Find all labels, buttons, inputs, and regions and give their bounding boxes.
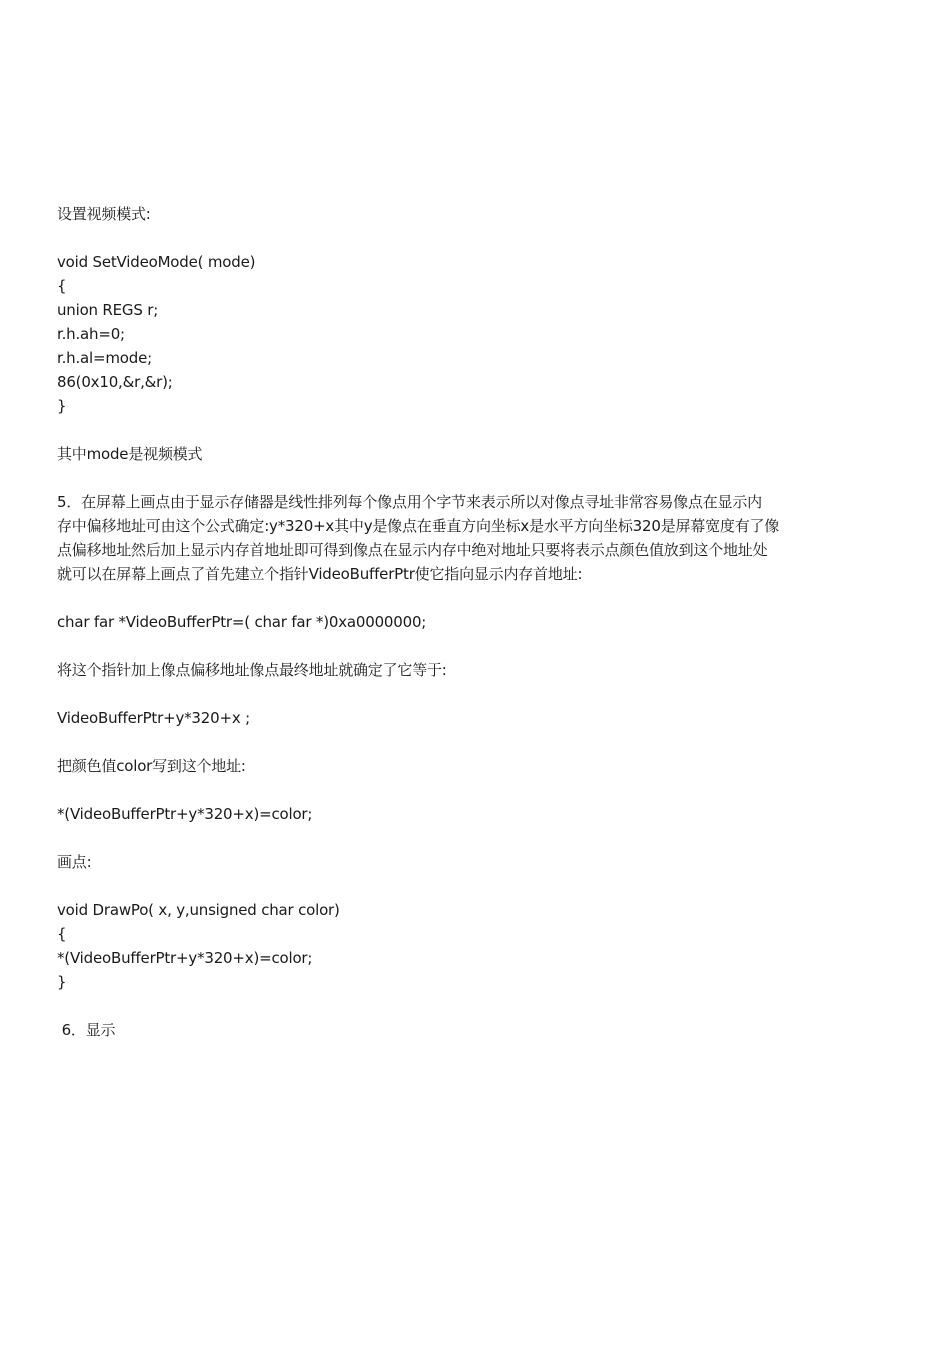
- section-5-paragraph: [57, 490, 837, 586]
- blank-line: [57, 682, 837, 706]
- heading-video-mode: 设置视频模式:: [57, 205, 151, 223]
- blank-line: [57, 730, 837, 754]
- paragraph-line: 存中偏移地址可由这个公式确定:y*320+x其中y是像点在垂直方向坐标x是水平方向坐标320是屏幕宽度有了像: [57, 517, 780, 535]
- code-line: {: [57, 925, 67, 943]
- heading-draw-point: 画点:: [57, 853, 92, 871]
- blank-line: [57, 634, 837, 658]
- note-mode: 其中mode是视频模式: [57, 445, 203, 463]
- code-block-setvideomode: [57, 250, 837, 418]
- paragraph-line: 点偏移地址然后加上显示内存首地址即可得到像点在显示内存中绝对地址只要将表示点颜色值放到这个地址处: [57, 541, 768, 559]
- blank-line: [57, 994, 837, 1018]
- code-block-drawpo: [57, 898, 837, 994]
- blank-line: [57, 826, 837, 850]
- section-6-heading: 6．显示: [57, 1021, 116, 1039]
- code-line: *(VideoBufferPtr+y*320+x)=color;: [57, 949, 313, 967]
- code-write-color: *(VideoBufferPtr+y*320+x)=color;: [57, 805, 313, 823]
- text-add-offset: 将这个指针加上像点偏移地址像点最终地址就确定了它等于:: [57, 661, 447, 679]
- code-line: {: [57, 277, 67, 295]
- code-address-expression: VideoBufferPtr+y*320+x ;: [57, 709, 250, 727]
- blank-line: [57, 226, 837, 250]
- code-line: void SetVideoMode( mode): [57, 253, 256, 271]
- blank-line: [57, 418, 837, 442]
- paragraph-line: 就可以在屏幕上画点了首先建立个指针VideoBufferPtr使它指向显示内存首地址:: [57, 565, 583, 583]
- document-body: [57, 202, 837, 1042]
- code-line: r.h.al=mode;: [57, 349, 152, 367]
- blank-line: [57, 778, 837, 802]
- code-line: void DrawPo( x, y,unsigned char color): [57, 901, 340, 919]
- code-line: }: [57, 973, 67, 991]
- blank-line: [57, 874, 837, 898]
- code-line: }: [57, 397, 67, 415]
- text-write-color: 把颜色值color写到这个地址:: [57, 757, 246, 775]
- code-line: 86(0x10,&r,&r);: [57, 373, 173, 391]
- blank-line: [57, 586, 837, 610]
- paragraph-line: 5．在屏幕上画点由于显示存储器是线性排列每个像点用个字节来表示所以对像点寻址非常容易像点在显示内: [57, 493, 762, 511]
- blank-line: [57, 466, 837, 490]
- code-pointer-declaration: char far *VideoBufferPtr=( char far *)0xa0000000;: [57, 613, 427, 631]
- code-line: r.h.ah=0;: [57, 325, 125, 343]
- code-line: union REGS r;: [57, 301, 159, 319]
